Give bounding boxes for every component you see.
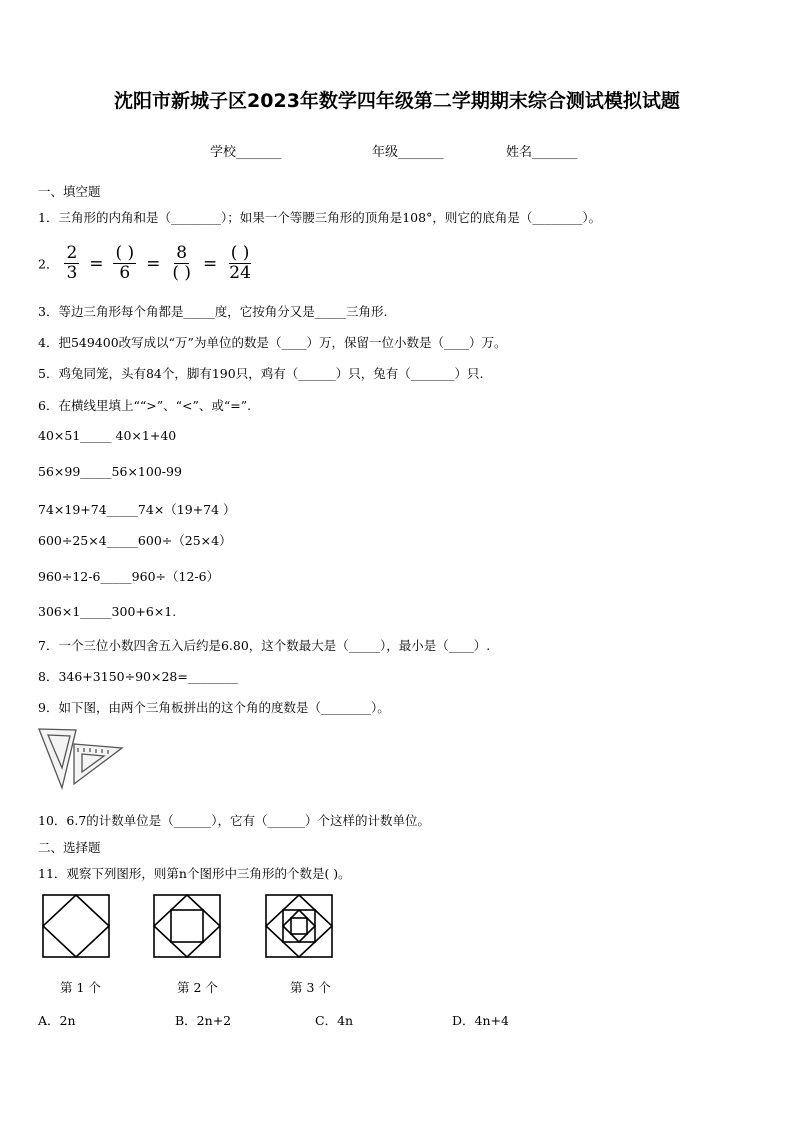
fraction-4-denominator: 24 (229, 263, 251, 283)
compare-item: 40×51_____ 40×1+40 (38, 428, 177, 443)
equals-sign: = (89, 253, 104, 274)
question-11: 11．观察下列图形，则第n个图形中三角形的个数是( )。 (38, 866, 351, 881)
option-d: D．4n+4 (452, 1013, 509, 1028)
fraction-3-denominator: ( ) (172, 263, 192, 283)
fraction-2-denominator: 6 (119, 263, 131, 283)
option-b: B．2n+2 (175, 1013, 232, 1028)
section-fill-in: 一、填空题 (38, 184, 101, 199)
set-squares-figure (36, 726, 126, 794)
question-4: 4．把549400改写成以“万”为单位的数是（____）万，保留一位小数是（____）万。 (38, 335, 507, 350)
school-field: 学校_______ (210, 145, 282, 160)
equals-sign: = (146, 253, 161, 274)
page-title: 沈阳市新城子区2023年数学四年级第二学期期末综合测试模拟试题 (114, 90, 680, 112)
fraction-2 (113, 244, 136, 283)
question-2-number: 2． (38, 256, 59, 272)
fraction-1-denominator: 3 (66, 263, 78, 283)
question-7: 7．一个三位小数四舍五入后约是6.80，这个数最大是（_____），最小是（____）. (38, 638, 491, 653)
question-6: 6．在横线里填上““>”、“<”、或“=”. (38, 398, 252, 413)
figure-caption: 第 1 个 (60, 980, 101, 995)
compare-item: 960÷12-6_____960÷（12-6） (38, 569, 220, 584)
pattern-figure-3 (265, 894, 335, 960)
compare-item: 74×19+74_____74×（19+74 ） (38, 502, 236, 517)
name-field: 姓名_______ (506, 145, 578, 160)
fraction-4-numerator: ( ) (230, 243, 250, 263)
question-9: 9．如下图，由两个三角板拼出的这个角的度数是（________）。 (38, 700, 390, 715)
fraction-3 (170, 244, 193, 283)
compare-item: 600÷25×4_____600÷（25×4） (38, 533, 232, 548)
question-2 (38, 244, 255, 283)
question-8: 8．346+3150÷90×28=________ (38, 669, 238, 684)
figure-caption: 第 3 个 (290, 980, 331, 995)
section-multiple-choice: 二、选择题 (38, 840, 101, 855)
question-10: 10．6.7的计数单位是（______），它有（______）个这样的计数单位。 (38, 813, 431, 828)
question-1: 1．三角形的内角和是（________）；如果一个等腰三角形的顶角是108°，则它的底角是（________）。 (38, 210, 602, 225)
equals-sign: = (203, 253, 218, 274)
fraction-1 (64, 244, 79, 283)
pattern-figure-2 (153, 894, 223, 960)
question-5: 5．鸡兔同笼，头有84个，脚有190只，鸡有（______）只，兔有（_______）只. (38, 366, 484, 381)
figure-caption: 第 2 个 (177, 980, 218, 995)
compare-item: 56×99_____56×100-99 (38, 464, 182, 479)
option-c: C．4n (315, 1013, 354, 1028)
fraction-1-numerator: 2 (66, 243, 78, 263)
grade-field: 年级_______ (372, 145, 444, 160)
question-3: 3．等边三角形每个角都是_____度，它按角分又是_____三角形. (38, 304, 388, 319)
pattern-figure-1 (42, 894, 112, 960)
option-a: A．2n (38, 1013, 76, 1028)
compare-item: 306×1_____300+6×1. (38, 604, 177, 619)
fraction-2-numerator: ( ) (115, 243, 135, 263)
fraction-3-numerator: 8 (176, 243, 188, 263)
fraction-4 (227, 244, 253, 283)
